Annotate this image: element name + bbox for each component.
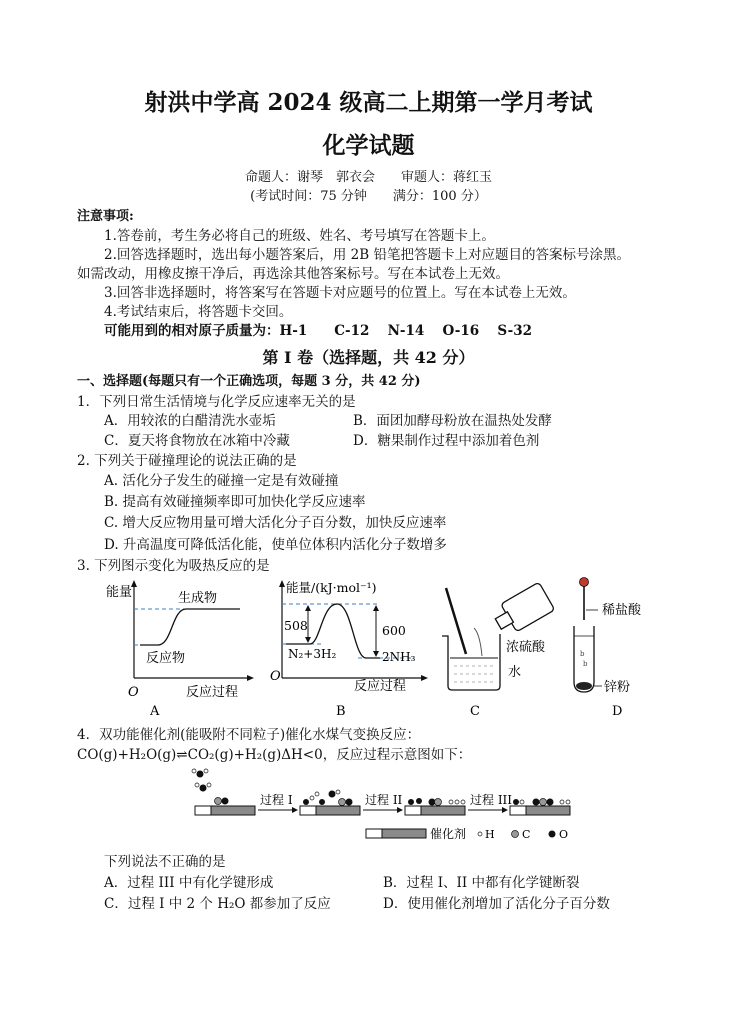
- fig-b-ea-forward: 508: [284, 618, 308, 633]
- notice-item: 如需改动，用橡皮擦干净后，再选涂其他答案标号。写在本试卷上无效。: [77, 266, 509, 282]
- fig-a-product: 生成物: [178, 591, 218, 606]
- q2-option-a: A. 活化分子发生的碰撞一定是有效碰撞: [104, 473, 339, 489]
- notice-item: 1.答卷前，考生务必将自己的班级、姓名、考号填写在答题卡上。: [104, 228, 495, 244]
- authors-line: 命题人：谢琴 郭衣会 审题人：蒋红玉: [244, 170, 492, 185]
- q4-option-c: C．过程 I 中 2 个 H₂O 都参加了反应: [104, 896, 331, 912]
- fig-c-label: C: [470, 704, 480, 718]
- q4-option-d: D．使用催化剂增加了活化分子百分数: [383, 896, 610, 912]
- q1-option-b: B．面团加酵母粉放在温热处发酵: [353, 413, 552, 429]
- legend-catalyst: 催化剂: [430, 827, 467, 841]
- legend-o: O: [559, 828, 569, 841]
- section-title: 第 I 卷（选择题，共 42 分）: [262, 348, 475, 367]
- atomic-masses: 可能用到的相对原子质量为：H-1 C-12 N-14 O-16 S-32: [104, 323, 532, 339]
- q4-step1-label: 过程 I: [260, 793, 293, 807]
- q4-prompt: 下列说法不正确的是: [104, 854, 226, 870]
- fig-c-water: 水: [508, 665, 522, 680]
- q2-option-b: B. 提高有效碰撞频率即可加快化学反应速率: [104, 494, 366, 510]
- legend-c: C: [522, 828, 531, 841]
- q4-stem: 4．双功能催化剂(能吸附不同粒子)催化水煤气变换反应：: [77, 727, 421, 743]
- fig-d-metal: 锌粉: [604, 680, 631, 695]
- fig-b-product: 2NH₃: [382, 650, 416, 664]
- fig-a-ylabel: 能量: [106, 585, 133, 600]
- fig-a-label: A: [150, 704, 160, 718]
- q4-step3-label: 过程 III: [470, 793, 513, 807]
- fig-b-reactants: N₂+3H₂: [288, 647, 337, 661]
- svg-text:b: b: [580, 650, 585, 658]
- notice-item: 4.考试结束后，将答题卡交回。: [104, 304, 293, 320]
- q2-stem: 2. 下列关于碰撞理论的说法正确的是: [77, 453, 297, 469]
- fig-c-acid: 浓硫酸: [506, 640, 546, 655]
- fig-a-origin: O: [128, 685, 139, 700]
- q2-option-c: C. 增大反应物用量可增大活化分子百分数，加快反应速率: [104, 515, 447, 531]
- fig-d-label: D: [612, 704, 623, 718]
- q3-figure-c: [436, 578, 566, 718]
- q4-option-b: B．过程 I、II 中都有化学键断裂: [383, 875, 580, 891]
- q1-stem: 1．下列日常生活情境与化学反应速率无关的是: [77, 394, 356, 410]
- fig-a-xlabel: 反应过程: [186, 685, 239, 700]
- fig-b-origin: O: [270, 669, 281, 684]
- q4-step2-label: 过程 II: [365, 793, 403, 807]
- q4-equation: CO(g)+H₂O(g)⇌CO₂(g)+H₂(g)ΔH<0，反应过程示意图如下：: [77, 747, 472, 763]
- fig-b-ea-reverse: 600: [382, 623, 406, 638]
- exam-info-line: (考试时间：75 分钟 满分：100 分）: [250, 189, 487, 204]
- section-instruction: 一、选择题(每题只有一个正确选项，每题 3 分，共 42 分): [77, 374, 421, 389]
- q1-option-a: A．用较浓的白醋清洗水壶垢: [104, 413, 276, 429]
- q4-option-a: A．过程 III 中有化学键形成: [104, 875, 274, 891]
- fig-b-ylabel: 能量/(kJ·mol⁻¹): [286, 580, 377, 595]
- q2-option-d: D. 升高温度可降低活化能，使单位体积内活化分子数增多: [104, 537, 447, 553]
- q4-process-diagram: [170, 768, 590, 844]
- svg-text:b: b: [583, 660, 588, 668]
- q3-stem: 3. 下列图示变化为吸热反应的是: [77, 558, 270, 574]
- fig-b-xlabel: 反应过程: [354, 679, 407, 694]
- notice-heading: 注意事项:: [77, 209, 134, 224]
- fig-b-label: B: [336, 704, 346, 718]
- legend-h: H: [485, 828, 495, 841]
- page-title: 射洪中学高 2024 级高二上期第一学月考试: [144, 89, 593, 116]
- notice-item: 2.回答选择题时，选出每小题答案后，用 2B 铅笔把答题卡上对应题目的答案标号涂黑。: [104, 247, 630, 263]
- page-subtitle: 化学试题: [322, 132, 415, 159]
- q3-figure-a: [100, 578, 260, 718]
- q1-option-d: D．糖果制作过程中添加着色剂: [353, 433, 540, 449]
- q3-figure-d: [566, 574, 656, 718]
- q1-option-c: C．夏天将食物放在冰箱中冷藏: [104, 433, 290, 449]
- notice-item: 3.回答非选择题时，将答案写在答题卡对应题号的位置上。写在本试卷上无效。: [104, 285, 576, 301]
- fig-a-reactant: 反应物: [146, 651, 186, 666]
- q3-figure-b: [262, 578, 432, 718]
- fig-d-acid: 稀盐酸: [602, 603, 642, 618]
